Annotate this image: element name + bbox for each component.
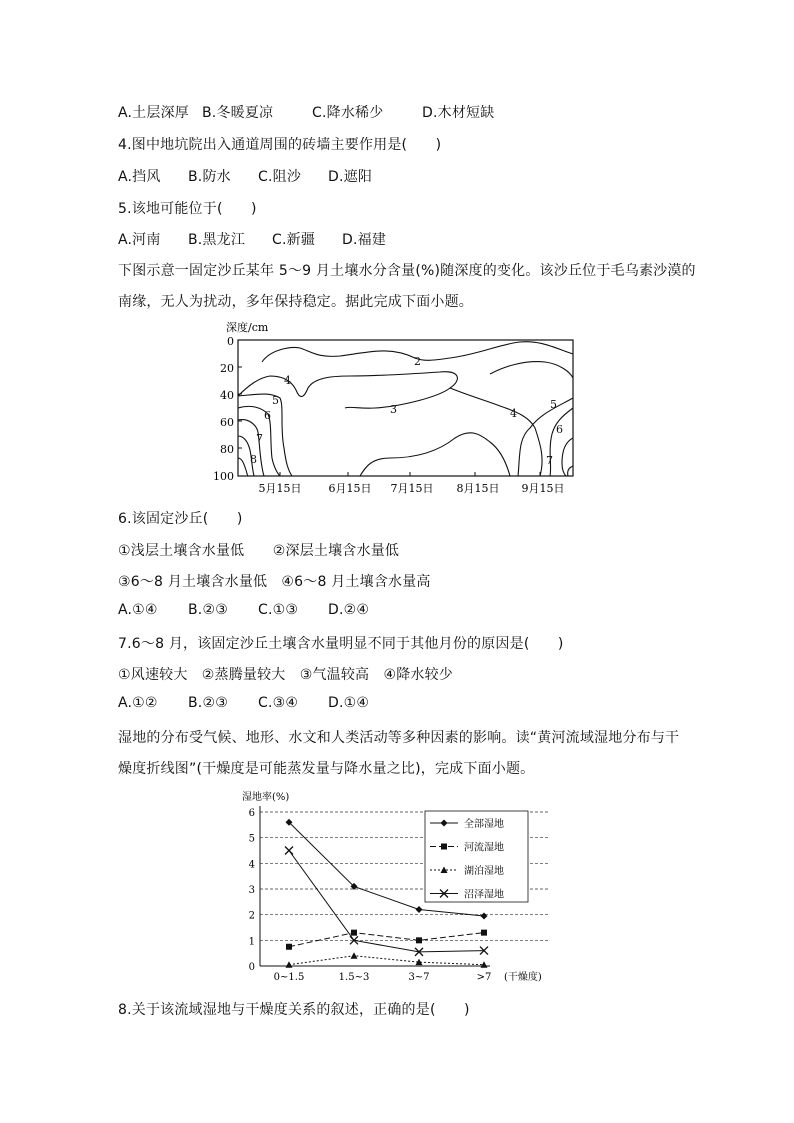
q6-option-c: C.①③ (258, 602, 299, 618)
soil-moisture-contour-chart (200, 318, 590, 498)
contour-xtick: 6月15日 (328, 482, 372, 495)
q6-option-b: B.②③ (188, 602, 228, 618)
contour-xtick: 7月15日 (390, 482, 434, 495)
q5-option-d: D.福建 (342, 232, 387, 248)
wet-ytick: 4 (248, 859, 255, 871)
wet-xtick: >7 (476, 972, 492, 983)
square-marker (351, 930, 357, 936)
q7-option-a: A.①② (118, 695, 158, 711)
contour-label: 3 (390, 403, 397, 416)
wet-legend-label: 全部湿地 (464, 819, 504, 830)
passage3-line1: 湿地的分布受气候、地形、水文和人类活动等多种因素的影响。读“黄河流域湿地分布与干 (118, 730, 680, 746)
x-marker (285, 847, 293, 855)
contour-line-lower (360, 433, 510, 476)
wet-series-square (286, 930, 487, 950)
triangle-marker (286, 961, 293, 968)
contour-ytick: 0 (227, 335, 234, 348)
wet-ytick: 5 (248, 833, 255, 845)
wet-series-line (289, 933, 484, 947)
passage2-line2: 南缘，无人为扰动，多年保持稳定。据此完成下面小题。 (118, 294, 473, 310)
wet-ytick: 0 (248, 962, 255, 973)
contour-xtick: 9月15日 (521, 482, 565, 495)
q3-option-b: B.冬暖夏凉 (202, 105, 274, 121)
q7-options (118, 695, 369, 711)
wet-xtick: 1.5~3 (338, 972, 370, 983)
contour-label: 2 (414, 355, 421, 368)
wet-xlabel: (干燥度) (504, 972, 542, 983)
q3-options (118, 102, 494, 122)
q4-option-d: D.遮阳 (328, 169, 373, 185)
contour-ytick: 80 (220, 443, 234, 456)
passage2-line1: 下图示意一固定沙丘某年 5～9 月土壤水分含量(%)随深度的变化。该沙丘位于毛乌素沙漠的 (118, 263, 696, 279)
contour-label: 7 (546, 454, 553, 467)
contour-label: 5 (550, 398, 557, 411)
q5-option-a: A.河南 (118, 232, 161, 248)
q7-stem: 7.6～8 月，该固定沙丘土壤含水量明显不同于其他月份的原因是( ) (118, 636, 564, 652)
q6-stem: 6.该固定沙丘( ) (118, 511, 243, 527)
contour-line-7 (238, 436, 573, 476)
contour-xtick: 8月15日 (456, 482, 500, 495)
q6-items-1: ①浅层土壤含水量低 ②深层土壤含水量低 (118, 543, 400, 559)
square-marker (286, 944, 292, 950)
contour-ylabel: 深度/cm (226, 321, 269, 334)
wet-xticks (274, 972, 492, 983)
contour-xtick: 5月15日 (258, 482, 302, 495)
q8-stem: 8.关于该流域湿地与干燥度关系的叙述，正确的是( ) (118, 1002, 470, 1018)
q7-option-b: B.②③ (188, 695, 228, 711)
q7-option-d: D.①④ (328, 695, 370, 711)
q4-stem: 4.图中地坑院出入通道周围的砖墙主要作用是( ) (118, 137, 442, 153)
contour-label: 4 (510, 407, 517, 420)
contour-ytick: 100 (213, 470, 234, 483)
wet-series-line (289, 956, 484, 965)
q4-options (118, 166, 372, 186)
diamond-marker (416, 906, 423, 913)
contour-line-8 (238, 458, 248, 476)
wet-ytick: 3 (248, 885, 255, 896)
wet-ytick: 2 (248, 910, 255, 922)
q3-option-c: C.降水稀少 (312, 105, 384, 121)
q5-option-b: B.黑龙江 (188, 232, 246, 248)
q3-option-a: A.土层深厚 (118, 105, 189, 121)
square-marker (481, 930, 487, 936)
q5-option-c: C.新疆 (272, 232, 316, 248)
diamond-marker (481, 912, 488, 919)
contour-label: 6 (264, 409, 271, 422)
q3-option-d: D.木材短缺 (422, 105, 495, 121)
wet-ytick: 1 (248, 936, 255, 948)
contour-ytick: 60 (220, 416, 234, 429)
q6-options (118, 602, 369, 618)
q5-options (118, 229, 386, 249)
wet-series-triangle (286, 952, 488, 967)
wet-yticks (249, 808, 255, 973)
wet-xtick: 0~1.5 (273, 972, 305, 983)
contour-label: 8 (250, 453, 257, 466)
q5-stem: 5.该地可能位于( ) (118, 201, 257, 217)
wet-xtick: 3~7 (408, 972, 430, 983)
contour-label: 4 (284, 374, 291, 387)
q6-items-2: ③6～8 月土壤含水量低 ④6～8 月土壤含水量高 (118, 574, 431, 590)
square-marker (416, 937, 422, 943)
q4-option-b: B.防水 (188, 169, 231, 185)
contour-line-5 (238, 406, 573, 476)
contour-ytick: 40 (220, 389, 234, 402)
wet-ytick: 6 (248, 808, 255, 819)
passage3-line2: 燥度折线图”(干燥度是可能蒸发量与降水量之比)，完成下面小题。 (118, 761, 535, 777)
square-marker (441, 844, 447, 850)
q6-option-a: A.①④ (118, 602, 158, 618)
wet-legend-label: 沼泽湿地 (464, 889, 504, 901)
wet-legend-label: 湖泊湿地 (464, 866, 504, 877)
wet-ylabel: 湿地率(%) (242, 792, 290, 803)
contour-ytick: 20 (220, 362, 234, 375)
contour-label: 5 (272, 394, 279, 407)
contour-label: 6 (556, 423, 563, 436)
q4-option-a: A.挡风 (118, 169, 161, 185)
q7-items: ①风速较大 ②蒸腾量较大 ③气温较高 ④降水较少 (118, 667, 454, 683)
wet-legend-label: 河流湿地 (464, 842, 504, 854)
contour-label: 7 (256, 432, 263, 445)
q4-option-c: C.阻沙 (258, 169, 302, 185)
contour-frame (238, 340, 573, 476)
q6-option-d: D.②④ (328, 602, 370, 618)
wet-legend (425, 811, 528, 902)
q7-option-c: C.③④ (258, 695, 299, 711)
wetland-line-chart (232, 784, 562, 984)
